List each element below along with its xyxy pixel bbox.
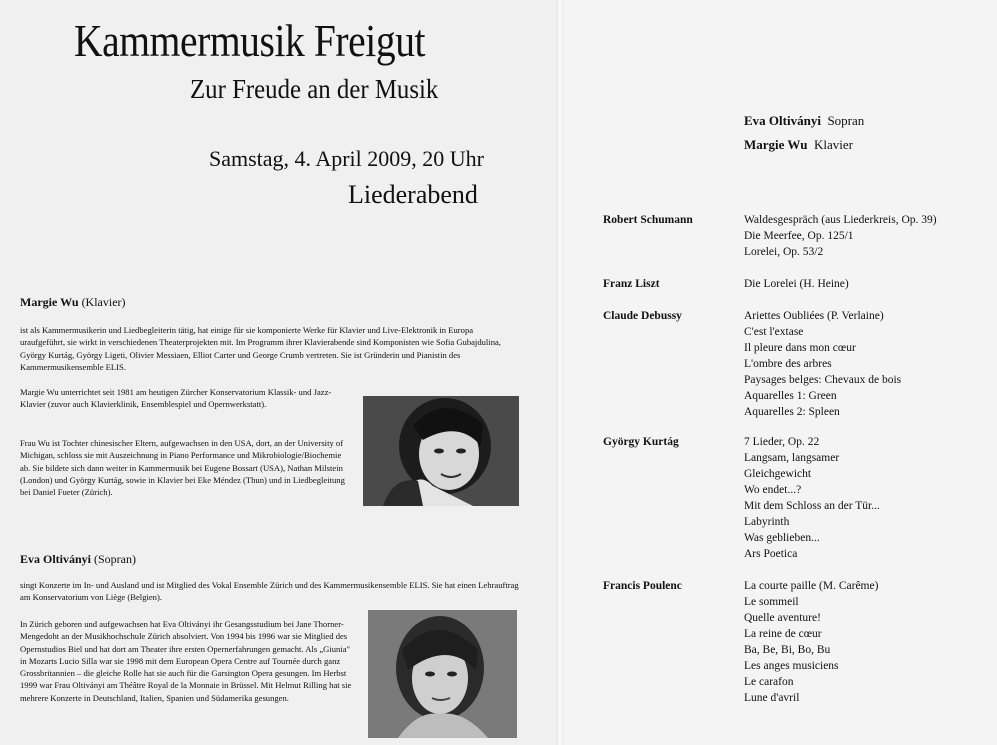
bio-heading-oltivanyi (20, 552, 136, 567)
page-subtitle: Zur Freude an der Musik (190, 74, 439, 104)
performer-line (744, 113, 864, 129)
work-title: Il pleure dans mon cœur (744, 342, 856, 354)
bio-heading-wu (20, 295, 126, 310)
page-title: Kammermusik Freigut (74, 15, 426, 66)
bio-paragraph: ist als Kammermusikerin und Liedbegleiterin tätig, hat einige für sie komponierte Werke für Klavier und Live-Elektronik in Europa uraufgeführt, sie wirkt in verschiedenen Theaterprojekten mit. Im Programm ihrer Klavierabende sind Komponisten wie Sofia Gubajdulina, György Kurtág, György Ligeti, Olivier Messiaen, Elliot Carter und George Crumb vertreten. Sie ist Gründerin und Pianistin des Kammermusikensemble ELIS. (20, 325, 501, 372)
page-fold (556, 0, 564, 745)
work-title: Aquarelles 1: Green (744, 390, 837, 402)
performer-name: Eva Oltiványi (744, 113, 821, 128)
work-title: Ba, Be, Bi, Bo, Bu (744, 644, 831, 656)
work-title: C'est l'extase (744, 326, 804, 338)
event-date: Samstag, 4. April 2009, 20 Uhr (209, 146, 484, 171)
work-title: Lorelei, Op. 53/2 (744, 246, 824, 258)
work-title: Le carafon (744, 676, 794, 688)
composer-name: Claude Debussy (603, 310, 682, 322)
bio-paragraph: Margie Wu unterrichtet seit 1981 am heutigen Zürcher Konservatorium Klassik- und Jazz-Klavier (zuvor auch Klavierklinik, Ensemblespiel und Opernwerkstatt). (20, 387, 332, 410)
work-list (744, 308, 901, 420)
composer-name: Francis Poulenc (603, 580, 682, 592)
bio-role: (Klavier) (81, 295, 126, 309)
composer-name: Robert Schumann (603, 214, 693, 226)
work-title: Wo endet...? (744, 484, 802, 496)
work-title: La courte paille (M. Carême) (744, 580, 879, 592)
composer-name: György Kurtág (603, 436, 679, 448)
bio-role: (Sopran) (94, 552, 137, 566)
work-title: Gleichgewicht (744, 468, 812, 480)
work-title: Ariettes Oubliées (P. Verlaine) (744, 310, 884, 322)
work-title: Le sommeil (744, 596, 799, 608)
bio-paragraph: Frau Wu ist Tochter chinesischer Eltern, aufgewachsen in den USA, dort, an der University of Michigan, schloss sie mit Auszeichnung in Piano Performance und Mikrobiologie/Biochemie ab. Sie bildete sich dann weiter in Kammermusik bei Eugene Bossart (USA), Nathan Milstein (London) und György Kurtág, sowie in Klavier bei Eke Méndez (Thun) und in Liedbegleitung bei Daniel Fueter (Zürich). (20, 438, 345, 498)
work-title: 7 Lieder, Op. 22 (744, 436, 820, 448)
work-title: La reine de cœur (744, 628, 822, 640)
bio-paragraph: In Zürich geboren und aufgewachsen hat Eva Oltiványi ihr Gesangsstudium bei Jane Thorner-Mengedoht an der Musikhochschule Zürich absolviert. Von 1994 bis 1996 war sie Mitglied des Opernstudios Biel und hat dort am Theater ihre ersten Opernerfahrungen gemacht. Als „Giunia" in Mozarts Lucio Silla war sie 1998 mit dem European Opera Centre auf Tournée durch ganz Grossbritannien – die gleiche Rolle hat sie auch für die Garsington Opera gesungen. Im Herbst 1999 war Frau Oltiványi am Théâtre Royal de la Monnaie in Brüssel. Mit Helmut Rilling hat sie mehrere Konzerte in Deutschland, Italien, Spanien und Südamerika gesungen. (20, 619, 352, 703)
bio-name: Eva Oltiványi (20, 552, 92, 566)
composer-name: Franz Liszt (603, 278, 660, 290)
work-title: Langsam, langsamer (744, 452, 840, 464)
performer-line (744, 137, 853, 153)
bio-paragraph: singt Konzerte im In- und Ausland und ist Mitglied des Vokal Ensemble Zürich und des Kammermusikensemble ELIS. Sie hat einen Lehrauftrag am Konservatorium von Liège (Belgien). (20, 580, 519, 603)
work-title: Labyrinth (744, 516, 790, 528)
work-list (744, 212, 937, 260)
performer-role: Klavier (813, 137, 853, 152)
work-title: Lune d'avril (744, 692, 800, 704)
portrait-photo-oltivanyi (368, 610, 517, 738)
work-title: Quelle aventure! (744, 612, 821, 624)
bio-name: Margie Wu (20, 295, 79, 309)
event-name: Liederabend (348, 180, 478, 209)
work-title: Waldesgespräch (aus Liederkreis, Op. 39) (744, 214, 937, 226)
work-title: Mit dem Schloss an der Tür... (744, 500, 880, 512)
work-title: Die Lorelei (H. Heine) (744, 278, 849, 290)
work-title: Paysages belges: Chevaux de bois (744, 374, 902, 386)
work-title: Aquarelles 2: Spleen (744, 406, 840, 418)
work-title: Die Meerfee, Op. 125/1 (744, 230, 854, 242)
performer-role: Sopran (827, 113, 865, 128)
work-list (744, 276, 849, 292)
portrait-photo-wu (363, 396, 519, 506)
work-title: Les anges musiciens (744, 660, 839, 672)
work-title: L'ombre des arbres (744, 358, 832, 370)
work-title: Ars Poetica (744, 548, 798, 560)
work-list (744, 578, 878, 706)
work-title: Was geblieben... (744, 532, 820, 544)
work-list (744, 434, 880, 562)
performer-name: Margie Wu (744, 137, 808, 152)
